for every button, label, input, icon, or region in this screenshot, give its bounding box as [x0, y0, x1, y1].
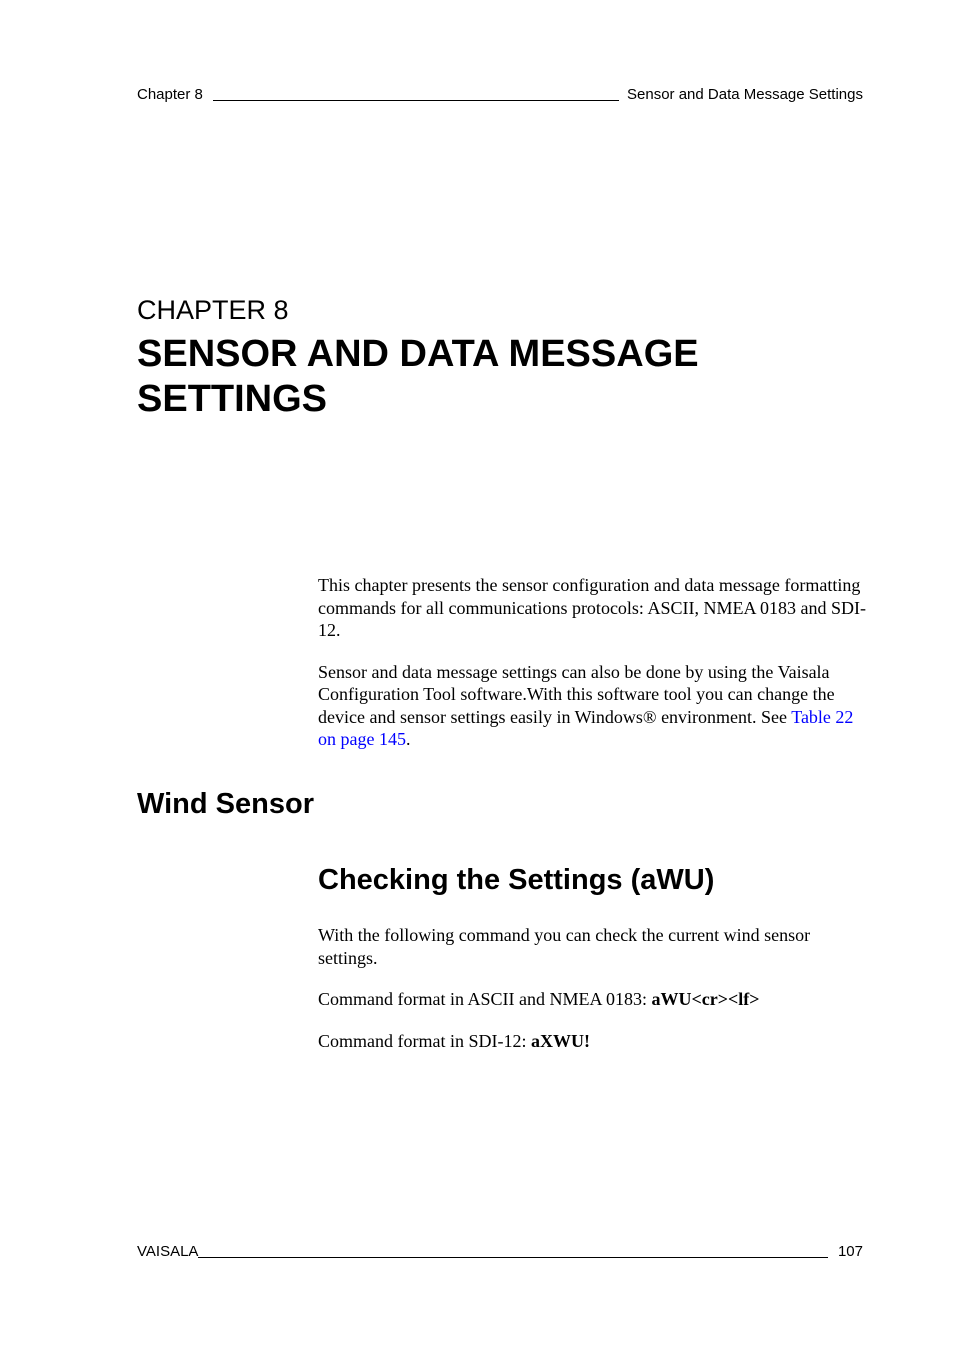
sdi12-command-format: [318, 1030, 868, 1053]
subsection-heading-checking-settings: Checking the Settings (aWU): [318, 864, 715, 896]
chapter-title: [137, 332, 857, 422]
header-section-title: Sensor and Data Message Settings: [627, 86, 863, 103]
ascii-command: aWU<cr><lf>: [651, 989, 760, 1009]
table-22-link[interactable]: Table 22 on page 145: [318, 706, 854, 749]
footer-rule: [198, 1257, 828, 1258]
intro-paragraph-2-end: .: [405, 729, 411, 749]
chapter-label: CHAPTER 8: [137, 295, 289, 325]
chapter-title-line1: SENSOR AND DATA MESSAGE: [137, 333, 699, 375]
checking-paragraph: With the following command you can check the current wind sensor settings.: [318, 925, 811, 968]
intro-paragraph-1: This chapter presents the sensor configuration and data message formatting commands for all communications protocols: ASCII, NMEA 0183 and SDI-12.: [318, 575, 866, 640]
header-rule: [213, 100, 619, 101]
footer-company: VAISALA: [137, 1243, 199, 1260]
sdi12-command: aXWU!: [530, 1030, 590, 1051]
intro-paragraph-2: [318, 661, 868, 751]
intro-paragraph-2-text: Sensor and data message settings can also be done by using the Vaisala Configuration Tool software.With this software tool you can change the device and sensor settings easily in Windows® environment. See: [318, 661, 835, 727]
checking-settings-body: [318, 924, 868, 1071]
page-number: 107: [837, 1243, 863, 1260]
sdi12-command-label: Command format in SDI-12:: [318, 1030, 531, 1051]
running-footer: [137, 1243, 863, 1261]
ascii-command-format: [318, 988, 868, 1011]
intro-text: [318, 574, 868, 770]
running-header: [137, 86, 863, 104]
chapter-title-line2: SETTINGS: [137, 378, 328, 420]
ascii-command-label: Command format in ASCII and NMEA 0183:: [318, 989, 652, 1009]
header-chapter: Chapter 8: [137, 86, 203, 103]
section-heading-wind-sensor: Wind Sensor: [137, 788, 314, 820]
